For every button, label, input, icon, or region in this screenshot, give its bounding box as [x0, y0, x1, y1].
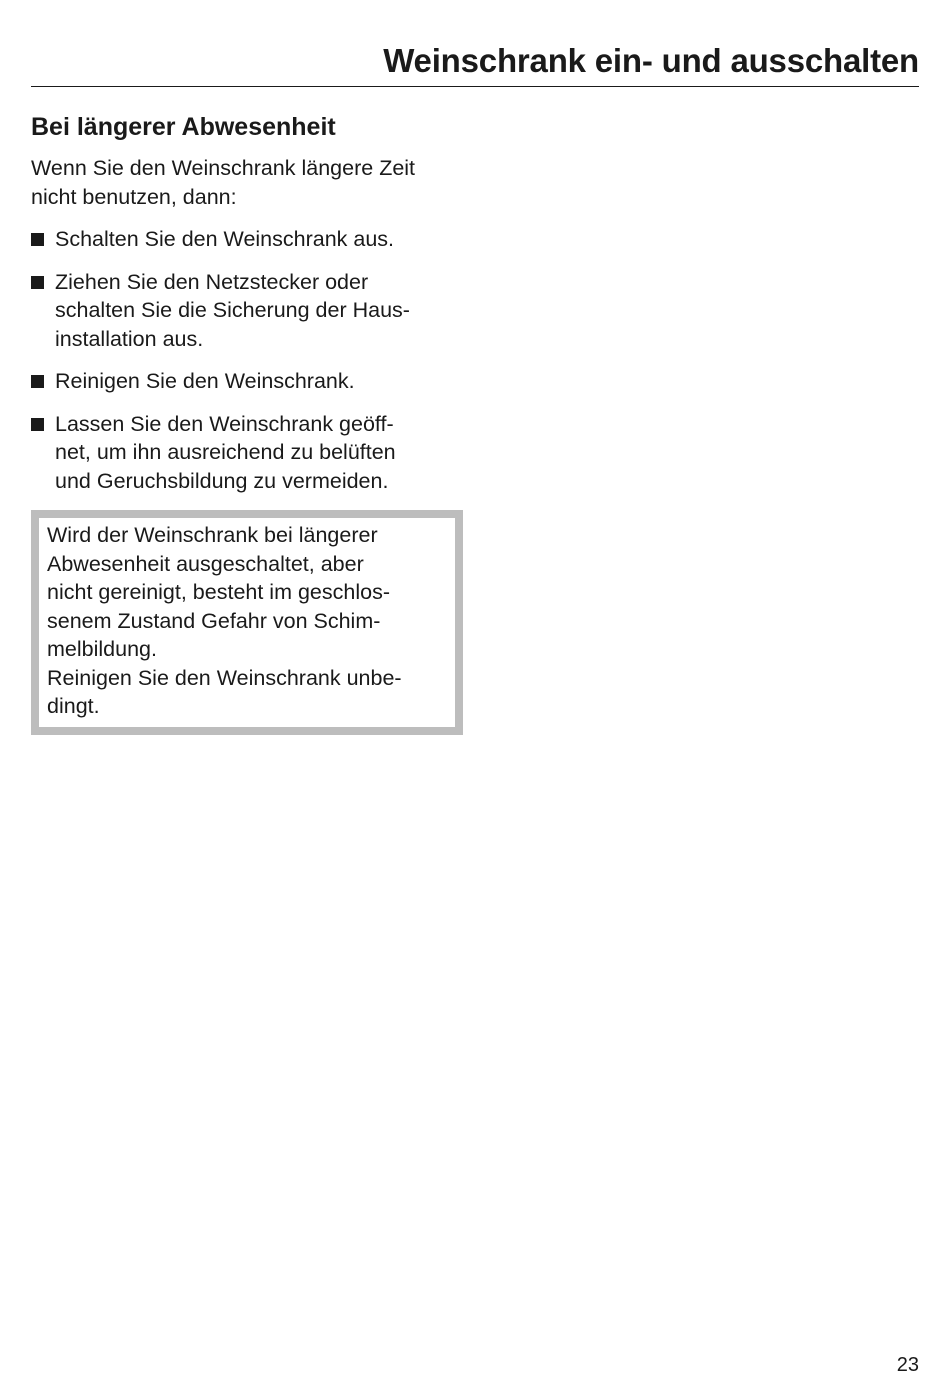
step-line: net, um ihn ausreichend zu belüften — [55, 440, 396, 464]
step-line: und Geruchsbildung zu vermeiden. — [55, 468, 389, 493]
intro-text — [31, 154, 471, 211]
section-title: Bei längerer Abwesenheit — [31, 113, 336, 141]
step-list — [31, 225, 471, 495]
square-bullet-icon — [31, 418, 44, 431]
note-line: dingt. — [47, 694, 100, 718]
square-bullet-icon — [31, 375, 44, 388]
step-line: installation aus. — [55, 326, 204, 351]
note-line: nicht gereinigt, besteht im geschlos- — [47, 580, 390, 604]
list-item — [31, 225, 471, 254]
note-paragraph — [47, 521, 443, 664]
step-line: schalten Sie die Sicherung der Haus- — [55, 298, 410, 322]
list-item — [31, 410, 471, 496]
note-line: Abwesenheit ausgeschaltet, aber — [47, 551, 364, 576]
step-line: Ziehen Sie den Netzstecker oder — [55, 269, 369, 294]
intro-line: nicht benutzen, dann: — [31, 184, 237, 209]
content-column — [31, 108, 471, 735]
intro-line: Wenn Sie den Weinschrank längere Zeit — [31, 156, 416, 180]
note-line: senem Zustand Gefahr von Schim- — [47, 608, 381, 633]
note-line: melbildung. — [47, 637, 157, 661]
note-line: Reinigen Sie den Weinschrank unbe- — [47, 665, 402, 690]
page-number: 23 — [896, 1354, 919, 1376]
page-header — [31, 34, 919, 87]
list-item — [31, 268, 471, 354]
step-line: Schalten Sie den Weinschrank aus. — [55, 227, 395, 251]
note-paragraph — [47, 664, 443, 721]
square-bullet-icon — [31, 276, 44, 289]
list-item — [31, 367, 471, 396]
note-line: Wird der Weinschrank bei längerer — [47, 523, 378, 547]
page-title: Weinschrank ein- und ausschalten — [383, 42, 919, 79]
step-line: Reinigen Sie den Weinschrank. — [55, 369, 355, 393]
step-line: Lassen Sie den Weinschrank geöff- — [55, 411, 394, 436]
warning-note-box — [31, 510, 463, 735]
square-bullet-icon — [31, 233, 44, 246]
